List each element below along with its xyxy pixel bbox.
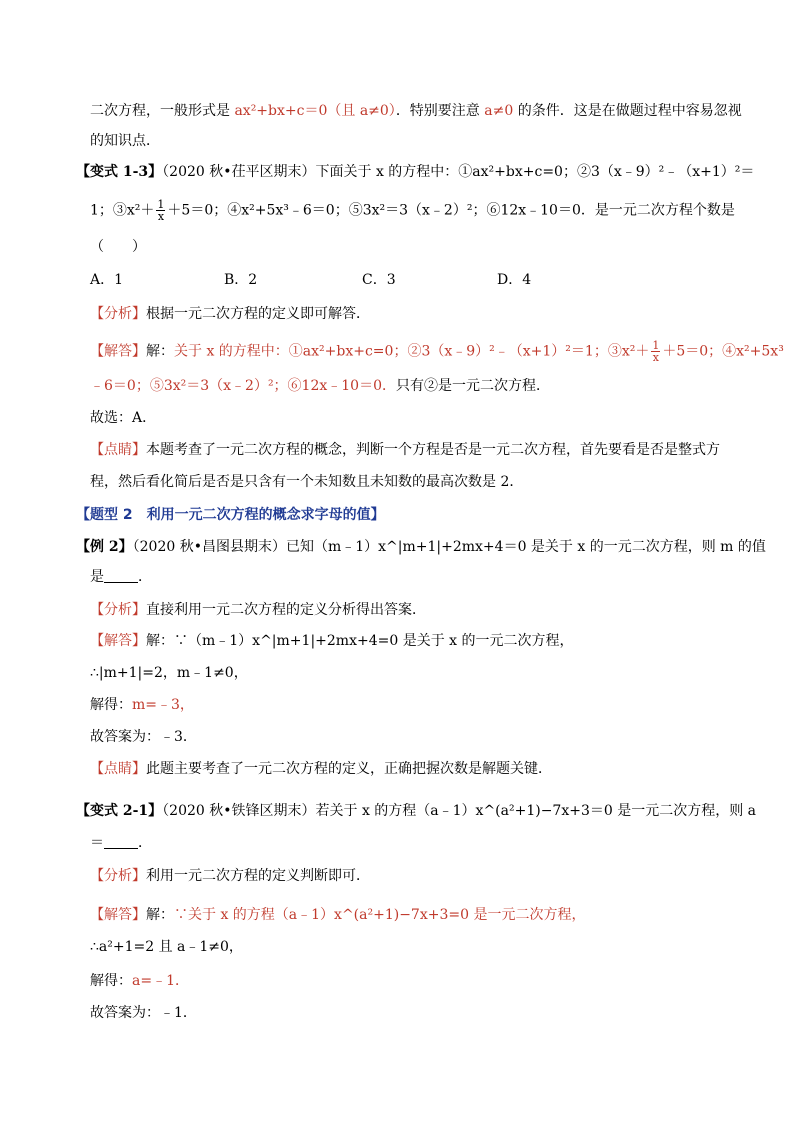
- solution-text: ＋5＝0；④x²+5x³: [662, 343, 784, 360]
- solution-text: 解：: [146, 343, 174, 360]
- solution-line-1: [90, 905, 585, 925]
- solution-text: 关于 x 的方程中：①ax²+bx+c=0；②3（x﹣9）²﹣（x+1）²＝1；③x²＋: [174, 343, 650, 360]
- question-text: 是: [90, 569, 104, 585]
- analysis-line: [90, 866, 370, 886]
- fraction-denominator: x: [157, 210, 165, 223]
- variant-2-1-question-line-1: [76, 801, 756, 821]
- variant-tag: 【变式 1-3】: [76, 164, 163, 180]
- intro-text: 的知识点．: [90, 133, 160, 149]
- final-answer: 故答案为：﹣1．: [90, 1005, 197, 1021]
- comment-tag: 【点睛】: [90, 442, 146, 458]
- solution-text: 解得：: [90, 973, 132, 989]
- intro-line-1: [90, 101, 742, 121]
- solution-tag: 【解答】: [90, 633, 146, 649]
- comment-line-2: [90, 472, 523, 492]
- solution-text: ∵关于 x 的方程（a﹣1）x^(a²+1)−7x+3=0 是一元二次方程，: [174, 907, 586, 923]
- example-2-question-line-1: [76, 537, 766, 557]
- choose-answer: 故选：A．: [90, 410, 157, 426]
- solution-line-3: [90, 695, 194, 715]
- comment-line-1: [90, 440, 720, 460]
- analysis-tag: 【分析】: [90, 602, 146, 618]
- variant-1-3-question-line-2: [90, 199, 735, 222]
- solution-text: ∴a²+1=2 且 a﹣1≠0，: [90, 939, 243, 955]
- analysis-text: 直接利用一元二次方程的定义分析得出答案．: [146, 602, 426, 618]
- fraction-numerator: 1: [652, 339, 660, 352]
- question-text: ＋5＝0；④x²+5x³﹣6＝0；⑤3x²＝3（x﹣2）²；⑥12x﹣10＝0．是一元二次方程个数是: [167, 202, 735, 219]
- option-d: D．4: [497, 272, 532, 288]
- solution-result: a=﹣1．: [132, 973, 189, 989]
- final-answer: 故答案为：﹣3．: [90, 729, 197, 745]
- solution-line-1: [90, 340, 784, 363]
- fraction-one-over-x: [156, 199, 165, 222]
- solution-line-3: [90, 971, 189, 991]
- analysis-tag: 【分析】: [90, 868, 146, 884]
- option-a: A．1: [90, 272, 124, 288]
- fraction-numerator: 1: [157, 198, 165, 211]
- intro-condition: a≠0: [484, 103, 514, 119]
- example-tag: 【例 2】: [76, 539, 133, 555]
- solution-text: ﹣6＝0；⑤3x²＝3（x﹣2）²；⑥12x﹣10＝0．: [90, 378, 396, 394]
- solution-result: m=﹣3，: [132, 697, 194, 713]
- variant-1-3-question-line-3: [90, 237, 146, 257]
- question-text: （2020 秋•茌平区期末）下面关于 x 的方程中：①ax²+bx+c=0；②3（x﹣9）²﹣（x+1）²＝: [162, 164, 755, 180]
- comment-text: 此题主要考查了一元二次方程的定义，正确把握次数是解题关键．: [146, 761, 552, 777]
- solution-line-4: [90, 727, 197, 747]
- section-heading: 【题型 2 利用一元二次方程的概念求字母的值】: [76, 507, 385, 523]
- variant-1-3-question-line-1: [76, 162, 754, 182]
- intro-text: 的条件．这是在做题过程中容易忽视: [513, 103, 742, 119]
- analysis-tag: 【分析】: [90, 306, 146, 322]
- answer-parentheses: （ ）: [90, 239, 146, 255]
- solution-text: 解：: [146, 907, 174, 923]
- question-text: ．: [138, 569, 152, 585]
- analysis-line: [90, 600, 426, 620]
- solution-line-2: [90, 376, 550, 396]
- solution-text: 解：∵（m﹣1）x^|m+1|+2mx+4=0 是关于 x 的一元二次方程，: [146, 633, 574, 649]
- analysis-text: 利用一元二次方程的定义判断即可．: [146, 868, 370, 884]
- variant-2-1-question-line-2: [90, 833, 152, 853]
- example-2-question-line-2: [90, 567, 152, 587]
- solution-text: 只有②是一元二次方程．: [395, 378, 550, 394]
- solution-line-1: [90, 631, 573, 651]
- solution-text: ∴|m+1|=2，m﹣1≠0，: [90, 665, 248, 681]
- answer-blank: [104, 834, 138, 849]
- answer-blank: [104, 568, 138, 583]
- question-text: 1；③x²＋: [90, 202, 155, 219]
- solution-tag: 【解答】: [90, 343, 146, 360]
- comment-line: [90, 759, 552, 779]
- variant-tag: 【变式 2-1】: [76, 803, 163, 819]
- option-c: C．3: [362, 272, 396, 288]
- solution-line-2: [90, 937, 243, 957]
- analysis-line: [90, 304, 370, 324]
- intro-text: ．特别要注意: [395, 103, 485, 119]
- question-text: ＝: [90, 835, 104, 851]
- solution-line-4: [90, 1003, 197, 1023]
- option-b: B．2: [224, 272, 258, 288]
- choose-line: [90, 408, 156, 428]
- question-text: （2020 秋•昌图县期末）已知（m﹣1）x^|m+1|+2mx+4＝0 是关于 x 的一元二次方程，则 m 的值: [132, 539, 766, 555]
- question-text: ．: [138, 835, 152, 851]
- intro-line-2: [90, 131, 160, 151]
- solution-tag: 【解答】: [90, 907, 146, 923]
- comment-tag: 【点睛】: [90, 761, 146, 777]
- intro-text: 二次方程，一般形式是: [90, 103, 235, 119]
- fraction-one-over-x: [651, 340, 660, 363]
- analysis-text: 根据一元二次方程的定义即可解答．: [146, 306, 370, 322]
- comment-text: 本题考查了一元二次方程的概念，判断一个方程是否是一元二次方程，首先要看是否是整式方: [146, 442, 720, 458]
- comment-text: 程，然后看化简后是否是只含有一个未知数且未知数的最高次数是 2．: [90, 474, 524, 490]
- fraction-denominator: x: [652, 351, 659, 364]
- solution-line-2: [90, 663, 248, 683]
- question-text: （2020 秋•铁锋区期末）若关于 x 的方程（a﹣1）x^(a²+1)−7x+3＝0 是一元二次方程，则 a: [162, 803, 757, 819]
- intro-formula: ax²+bx+c＝0（且 a≠0）: [234, 103, 396, 119]
- solution-text: 解得：: [90, 697, 132, 713]
